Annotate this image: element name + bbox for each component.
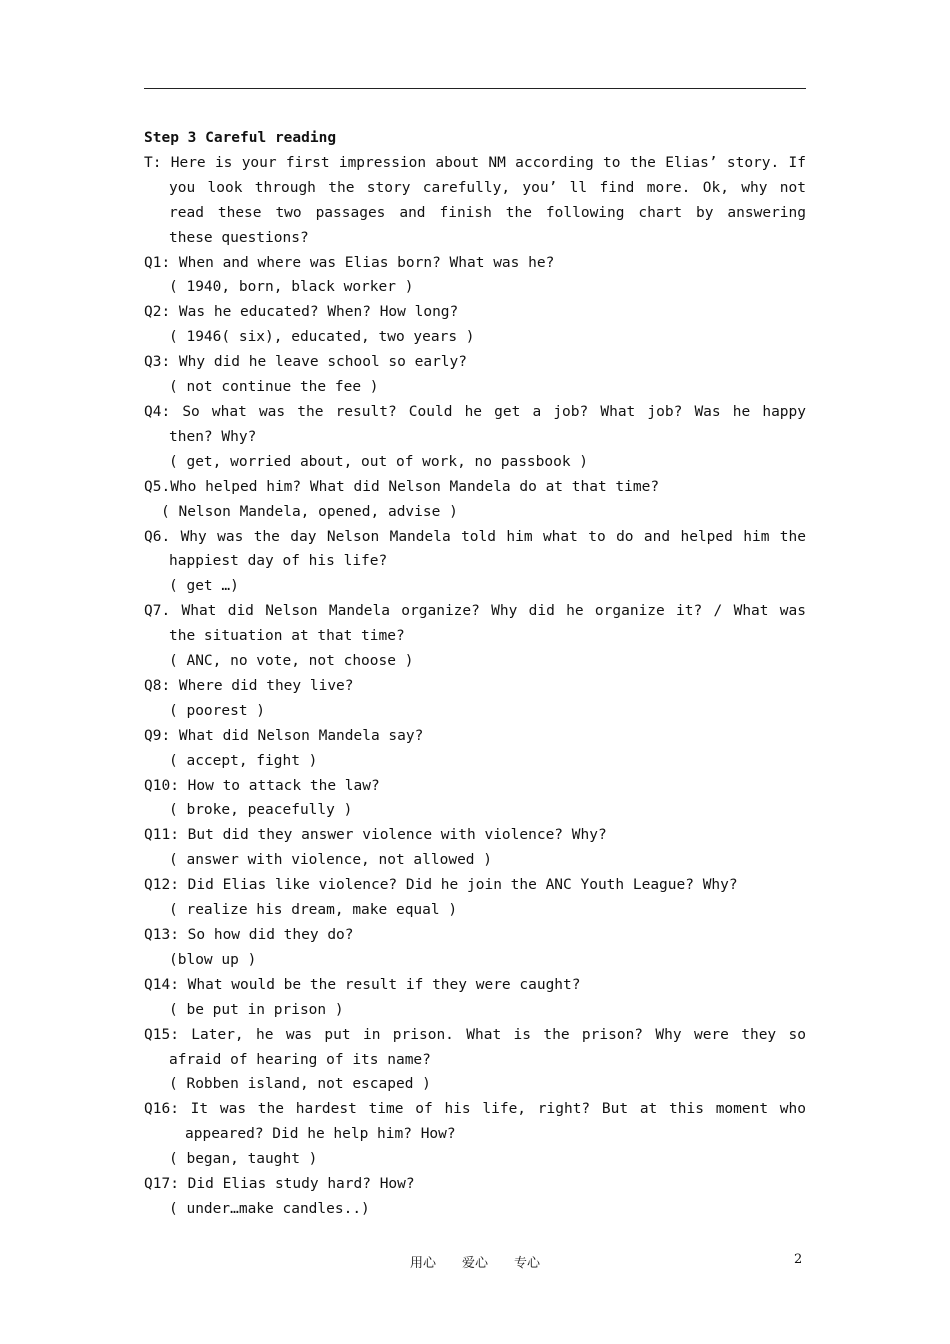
teacher-intro: T: Here is your first impression about NM according to the Elias’ story. If you look through the story carefully, you’ ll find more. Ok, why not read these two passages and finish the following chart by answering these questions?: [144, 154, 806, 246]
question-7: Q7. What did Nelson Mandela organize? Why did he organize it? / What was the situation at that time?: [144, 603, 806, 645]
question-10: Q10: How to attack the law?: [144, 777, 380, 794]
footer-motto: 用心 爱心 专心: [409, 1256, 540, 1271]
answer-1: ( 1940, born, black worker ): [169, 279, 414, 296]
header-rule: [144, 88, 806, 89]
question-14: Q14: What would be the result if they were caught?: [144, 976, 581, 993]
answer-14: ( be put in prison ): [169, 1001, 344, 1018]
answer-11: ( answer with violence, not allowed ): [169, 852, 493, 869]
question-17: Q17: Did Elias study hard? How?: [144, 1176, 415, 1193]
question-2: Q2: Was he educated? When? How long?: [144, 304, 459, 321]
answer-2: ( 1946( six), educated, two years ): [169, 329, 475, 346]
answer-8: ( poorest ): [169, 702, 266, 719]
question-1: Q1: When and where was Elias born? What was he?: [144, 254, 555, 271]
question-11: Q11: But did they answer violence with violence? Why?: [144, 827, 607, 844]
answer-17: ( under…make candles..): [169, 1200, 370, 1217]
answer-10: ( broke, peacefully ): [169, 802, 353, 819]
answer-7: ( ANC, no vote, not choose ): [169, 653, 414, 670]
question-5: Q5.Who helped him? What did Nelson Mandela do at that time?: [144, 478, 660, 495]
question-6: Q6. Why was the day Nelson Mandela told him what to do and helped him the happiest day of his life?: [144, 528, 806, 570]
question-13: Q13: So how did they do?: [144, 927, 354, 943]
answer-3: ( not continue the fee ): [169, 379, 379, 396]
answer-15: ( Robben island, not escaped ): [169, 1076, 431, 1093]
answer-12: ( realize his dream, make equal ): [169, 902, 458, 919]
question-3: Q3: Why did he leave school so early?: [144, 354, 468, 371]
answer-13: (blow up ): [169, 951, 257, 968]
answer-5: ( Nelson Mandela, opened, advise ): [161, 503, 458, 520]
answer-4: ( get, worried about, out of work, no passbook ): [169, 453, 589, 470]
document-body: [144, 126, 806, 1222]
answer-16: ( began, taught ): [169, 1151, 318, 1168]
section-heading: Step 3 Careful reading: [144, 130, 337, 146]
answer-6: ( get …): [169, 578, 239, 595]
question-16: Q16: It was the hardest time of his life, right? But at this moment who appeared? Did he help him? How?: [144, 1101, 806, 1143]
answer-9: ( accept, fight ): [169, 752, 318, 769]
question-9: Q9: What did Nelson Mandela say?: [144, 727, 424, 744]
question-12: Q12: Did Elias like violence? Did he join the ANC Youth League? Why?: [144, 877, 738, 894]
question-15: Q15: Later, he was put in prison. What is the prison? Why were they so afraid of hearing of its name?: [144, 1026, 806, 1068]
page-number: 2: [794, 1252, 803, 1267]
question-8: Q8: Where did they live?: [144, 677, 354, 694]
question-4: Q4: So what was the result? Could he get a job? What job? Was he happy then? Why?: [144, 403, 806, 445]
